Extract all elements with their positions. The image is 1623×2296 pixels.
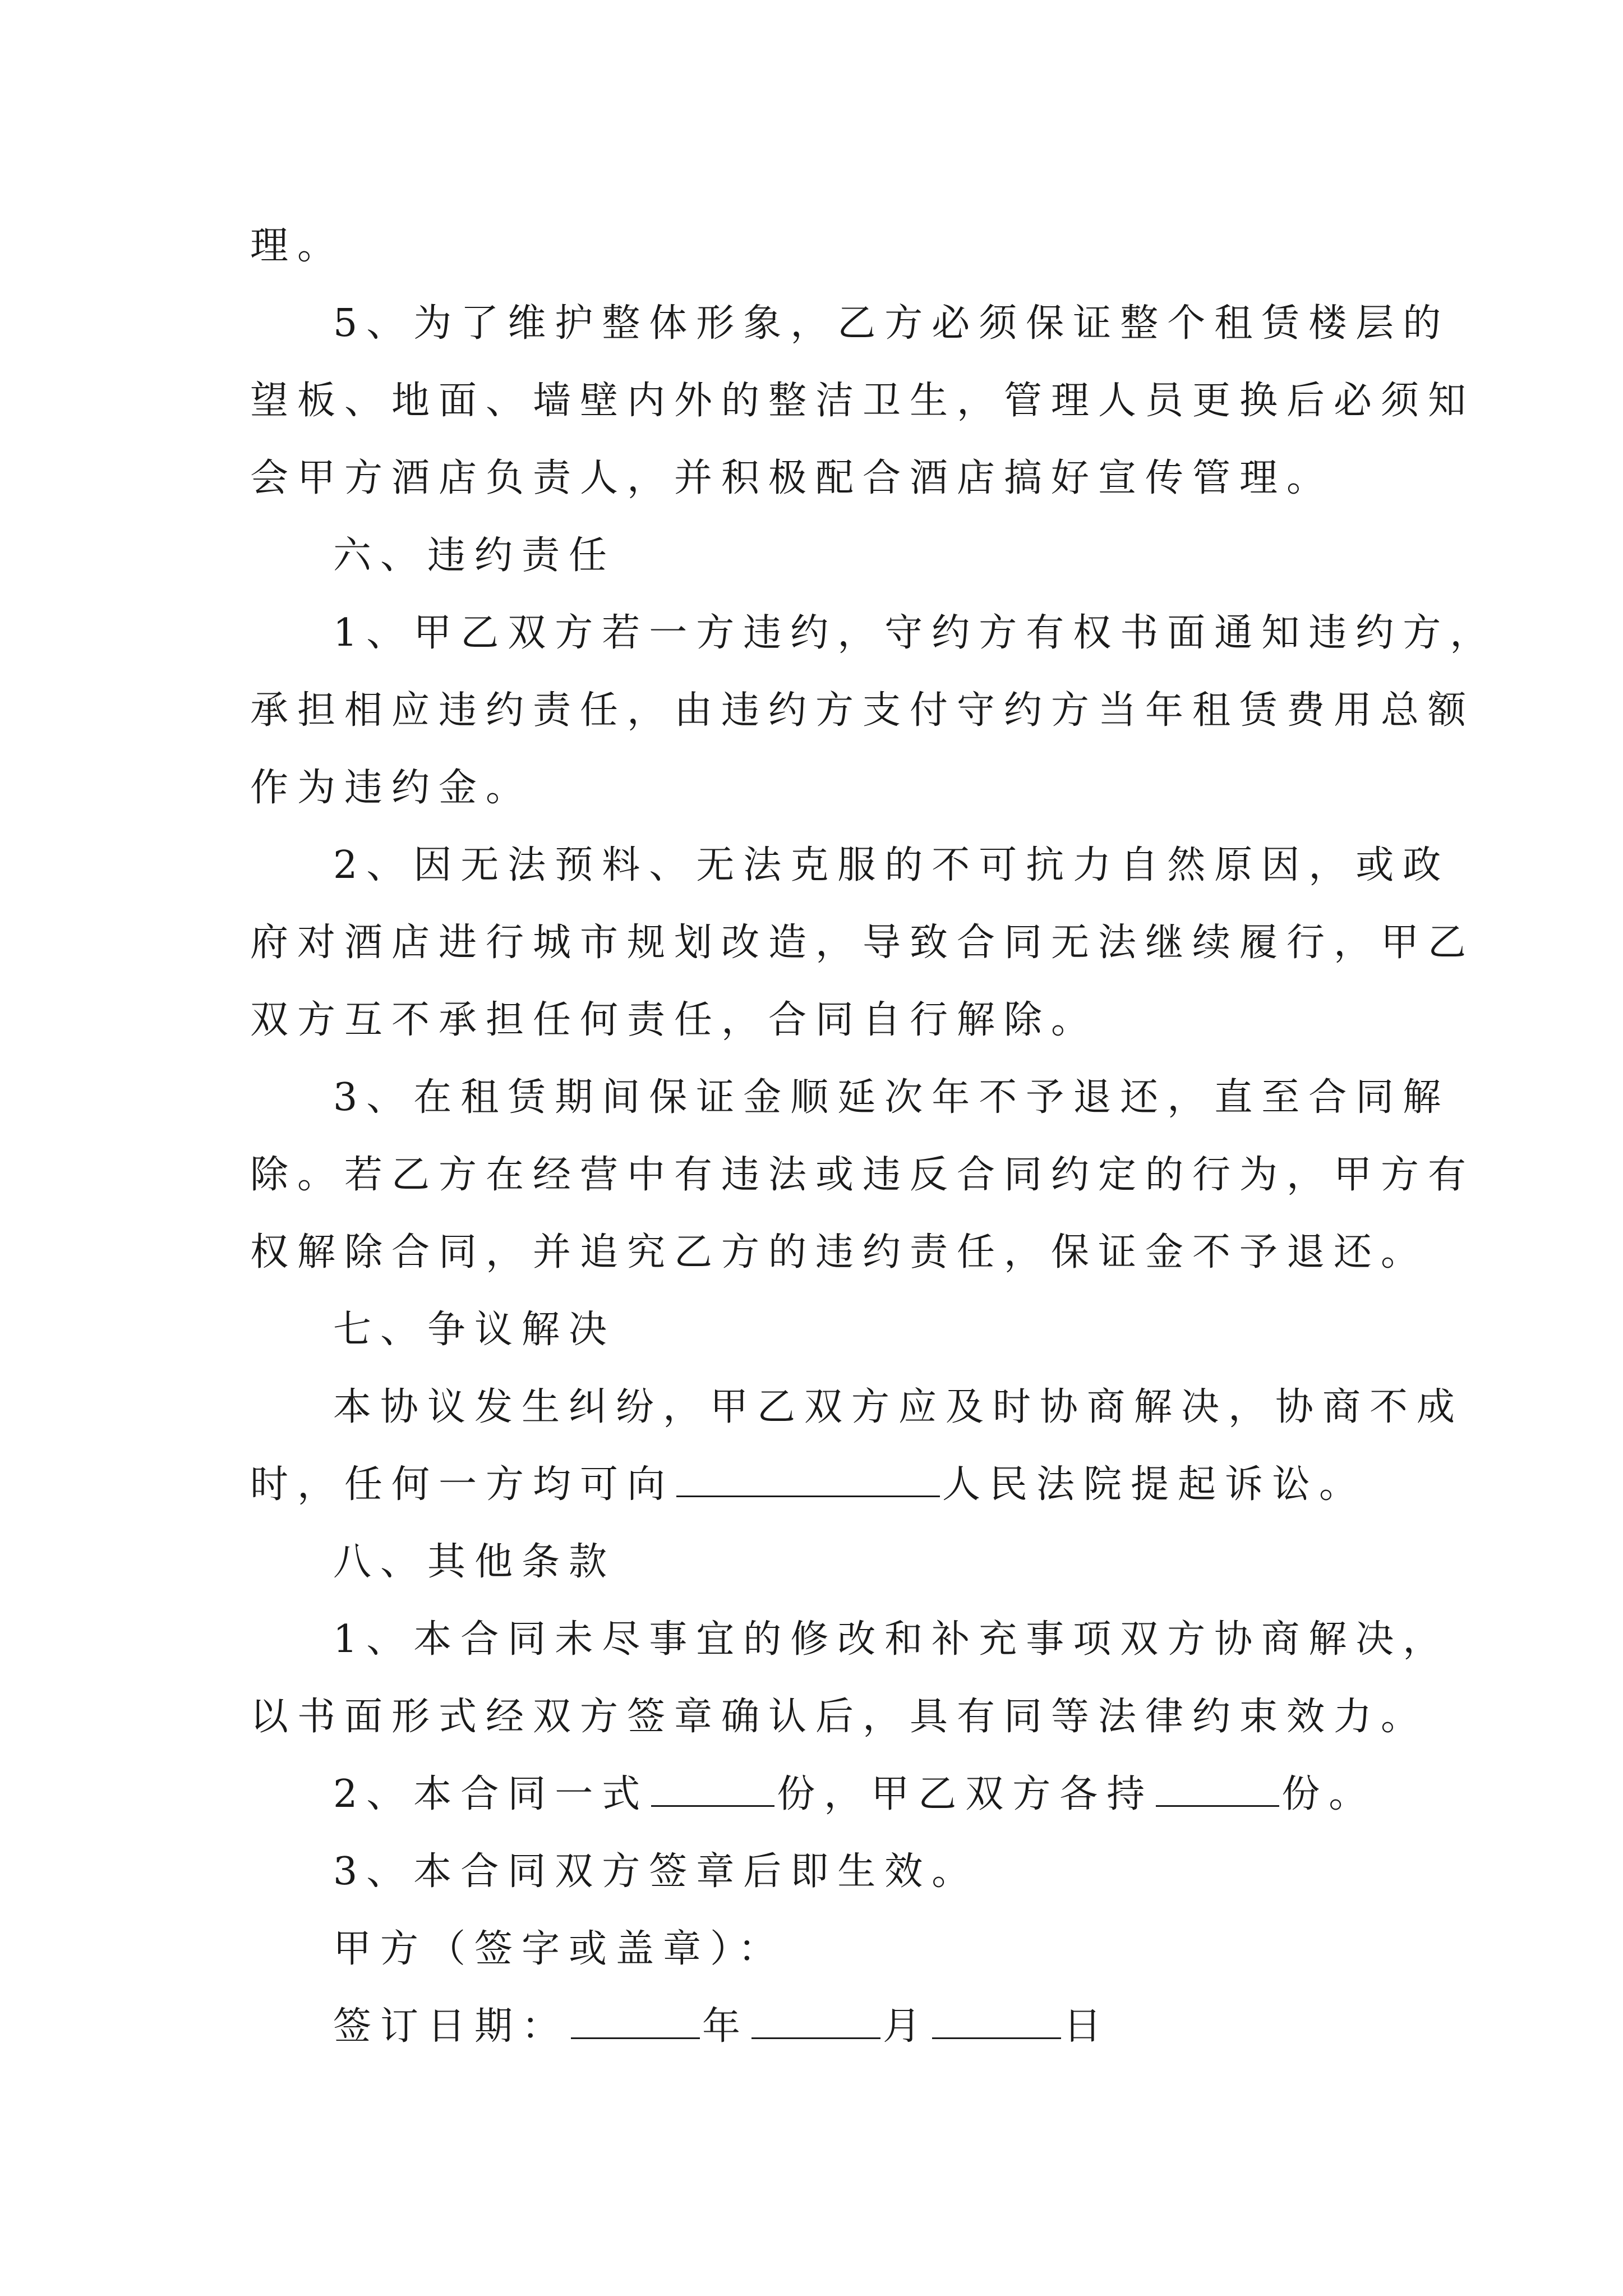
section-6-heading: 六、违约责任 (333, 533, 616, 578)
signing-date-label: 签订日期： (333, 2004, 569, 2049)
clause-8-3: 3、本合同双方签章后即生效。 (333, 1849, 979, 1894)
month-label: 月 (883, 2004, 930, 2049)
clause-8-1-line-2: 以书面形式经双方签章确认后，具有同等法律约束效力。 (250, 1695, 1428, 1739)
clause-6-3-line-1: 3、在租赁期间保证金顺延次年不予退还，直至合同解 (333, 1075, 1450, 1120)
each-party-copies-blank[interactable] (1156, 1767, 1279, 1807)
clause-6-1-line-3: 作为违约金。 (250, 766, 533, 810)
court-text-before: 时，任何一方均可向 (250, 1462, 675, 1507)
copies-text-2: 份，甲乙双方各持 (777, 1772, 1154, 1816)
year-label: 年 (702, 2004, 750, 2049)
court-name-blank[interactable] (676, 1457, 940, 1497)
day-blank[interactable] (932, 1999, 1061, 2039)
clause-6-2-line-3: 双方互不承担任何责任，合同自行解除。 (250, 998, 1099, 1042)
section-7-line-2 (250, 1446, 1394, 1524)
clause-8-1-line-1: 1、本合同未尽事宜的修改和补充事项双方协商解决， (333, 1617, 1450, 1662)
document-page (250, 208, 1497, 2065)
clause-8-2 (250, 1756, 1394, 1833)
section-7-heading: 七、争议解决 (333, 1308, 616, 1352)
text-line: 理。 (250, 224, 345, 268)
clause-6-2-line-1: 2、因无法预料、无法克服的不可抗力自然原因，或政 (333, 843, 1450, 887)
clause-6-3-line-2: 除。若乙方在经营中有违法或违反合同约定的行为，甲方有 (250, 1153, 1476, 1197)
clause-5-line-2: 望板、地面、墙壁内外的整洁卫生，管理人员更换后必须知 (250, 379, 1476, 423)
court-text-after: 人民法院提起诉讼。 (942, 1462, 1367, 1507)
year-blank[interactable] (571, 1999, 700, 2039)
clause-6-3-line-3: 权解除合同，并追究乙方的违约责任，保证金不予退还。 (250, 1230, 1428, 1274)
month-blank[interactable] (751, 1999, 880, 2039)
party-a-signature-label: 甲方（签字或盖章）： (333, 1927, 786, 1971)
copies-text-3: 份。 (1281, 1772, 1376, 1816)
section-8-heading: 八、其他条款 (333, 1540, 616, 1584)
day-label: 日 (1063, 2004, 1111, 2049)
clause-5-line-1: 5、为了维护整体形象，乙方必须保证整个租赁楼层的 (333, 301, 1450, 346)
clause-6-2-line-2: 府对酒店进行城市规划改造，导致合同无法继续履行，甲乙 (250, 921, 1476, 965)
signing-date-line (250, 1988, 1394, 2065)
section-7-line-1: 本协议发生纠纷，甲乙双方应及时协商解决，协商不成 (333, 1385, 1464, 1429)
clause-6-1-line-1: 1、甲乙双方若一方违约，守约方有权书面通知违约方， (333, 611, 1497, 655)
total-copies-blank[interactable] (651, 1767, 774, 1807)
clause-6-1-line-2: 承担相应违约责任，由违约方支付守约方当年租赁费用总额 (250, 688, 1476, 733)
copies-text-1: 2、本合同一式 (333, 1772, 649, 1816)
clause-5-line-3: 会甲方酒店负责人，并积极配合酒店搞好宣传管理。 (250, 456, 1334, 500)
